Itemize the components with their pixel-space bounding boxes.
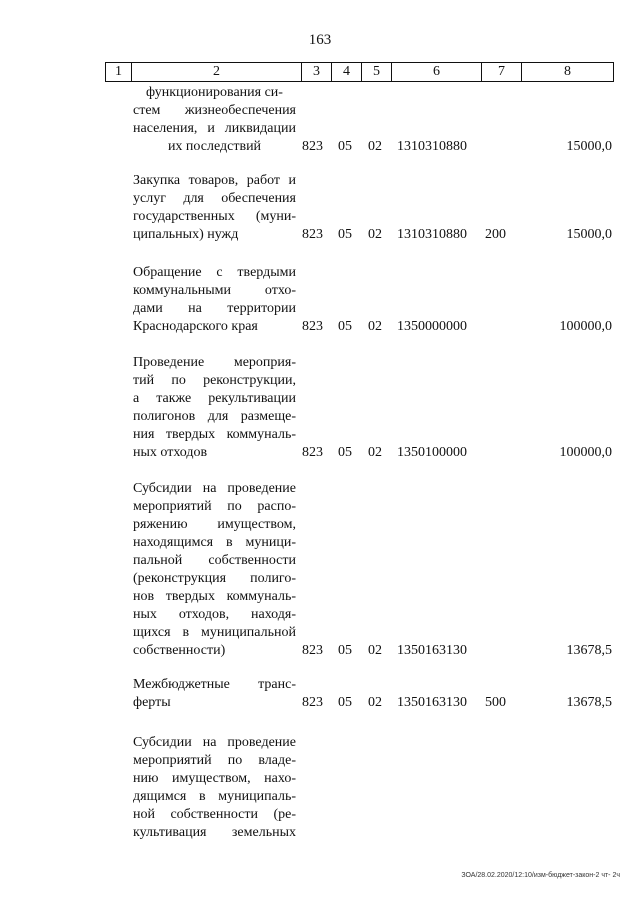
description-line: (реконструкция полиго-	[133, 571, 296, 586]
cell-subsection: 02	[368, 445, 382, 460]
cell-admin-code: 823	[302, 643, 323, 658]
cell-subsection: 02	[368, 319, 382, 334]
description-line: ных отходов	[133, 445, 208, 460]
header-col-3: 3	[302, 63, 332, 81]
cell-target-code: 1350163130	[397, 643, 467, 658]
description-line: Закупка товаров, работ и	[133, 173, 296, 188]
cell-amount: 15000,0	[566, 227, 612, 242]
description-line: дящимся в муниципаль-	[133, 789, 296, 804]
description-line: щихся в муниципальной	[133, 625, 296, 640]
header-col-6: 6	[392, 63, 482, 81]
row-description	[133, 172, 296, 244]
description-line: функционирования си-	[146, 85, 283, 100]
cell-target-code: 1310310880	[397, 227, 467, 242]
cell-admin-code: 823	[302, 227, 323, 242]
page-number: 163	[308, 32, 332, 48]
row-description	[133, 676, 296, 712]
cell-section: 05	[338, 139, 352, 154]
cell-subsection: 02	[368, 643, 382, 658]
description-line: услуг для обеспечения	[133, 191, 296, 206]
description-line: ципальных) нужд	[133, 227, 239, 242]
description-line: населения, и ликвидации	[133, 121, 296, 136]
header-col-4: 4	[332, 63, 362, 81]
cell-admin-code: 823	[302, 695, 323, 710]
cell-section: 05	[338, 319, 352, 334]
cell-admin-code: 823	[302, 139, 323, 154]
description-line: Межбюджетные транс-	[133, 677, 296, 692]
cell-admin-code: 823	[302, 445, 323, 460]
cell-subsection: 02	[368, 227, 382, 242]
description-line: а также рекультивации	[133, 391, 296, 406]
cell-amount: 13678,5	[566, 695, 612, 710]
description-line: Краснодарского края	[133, 319, 258, 334]
description-line: мероприятий по распо-	[133, 499, 296, 514]
cell-section: 05	[338, 227, 352, 242]
cell-target-code: 1310310880	[397, 139, 467, 154]
header-col-7: 7	[482, 63, 522, 81]
description-line: находящимся в муници-	[133, 535, 296, 550]
row-description	[133, 480, 296, 660]
description-line: ферты	[133, 695, 171, 710]
description-line: Обращение с твердыми	[133, 265, 296, 280]
description-line: дами на территории	[133, 301, 296, 316]
table-header	[105, 62, 614, 82]
header-col-1: 1	[106, 63, 132, 81]
header-col-2: 2	[132, 63, 302, 81]
description-line: мероприятий по владе-	[133, 753, 296, 768]
description-line: нию имуществом, нахо-	[133, 771, 296, 786]
description-line: ряжению имуществом,	[133, 517, 296, 532]
row-description	[133, 84, 296, 156]
description-line: Проведение мероприя-	[133, 355, 296, 370]
cell-expense-type: 200	[485, 227, 506, 242]
cell-section: 05	[338, 695, 352, 710]
description-line: пальной собственности	[133, 553, 296, 568]
cell-section: 05	[338, 445, 352, 460]
description-line: государственных (муни-	[133, 209, 296, 224]
cell-amount: 15000,0	[566, 139, 612, 154]
description-line: собственности)	[133, 643, 226, 658]
cell-amount: 100000,0	[559, 445, 612, 460]
cell-target-code: 1350000000	[397, 319, 467, 334]
cell-admin-code: 823	[302, 319, 323, 334]
cell-expense-type: 500	[485, 695, 506, 710]
description-line: полигонов для размеще-	[133, 409, 296, 424]
description-line: ния твердых коммуналь-	[133, 427, 296, 442]
description-line: культивация земельных	[133, 825, 296, 840]
description-line: стем жизнеобеспечения	[133, 103, 296, 118]
description-line: коммунальными отхо-	[133, 283, 296, 298]
description-line: нов твердых коммуналь-	[133, 589, 296, 604]
cell-amount: 13678,5	[566, 643, 612, 658]
description-line: их последствий	[167, 139, 262, 154]
row-description	[133, 734, 296, 842]
description-line: Субсидии на проведение	[133, 481, 296, 496]
cell-section: 05	[338, 643, 352, 658]
cell-amount: 100000,0	[559, 319, 612, 334]
row-description	[133, 354, 296, 462]
description-line: тий по реконструкции,	[133, 373, 296, 388]
description-line: ных отходов, находя-	[133, 607, 296, 622]
header-col-8: 8	[564, 64, 571, 79]
cell-subsection: 02	[368, 139, 382, 154]
cell-target-code: 1350163130	[397, 695, 467, 710]
footer-stamp: ЗОА/28.02.2020/12:10/изм-бюджет-закон-2 чт- 2ч	[461, 872, 620, 879]
description-line: Субсидии на проведение	[133, 735, 296, 750]
header-col-5: 5	[362, 63, 392, 81]
cell-target-code: 1350100000	[397, 445, 467, 460]
description-line: ной собственности (ре-	[133, 807, 296, 822]
row-description	[133, 264, 296, 336]
cell-subsection: 02	[368, 695, 382, 710]
